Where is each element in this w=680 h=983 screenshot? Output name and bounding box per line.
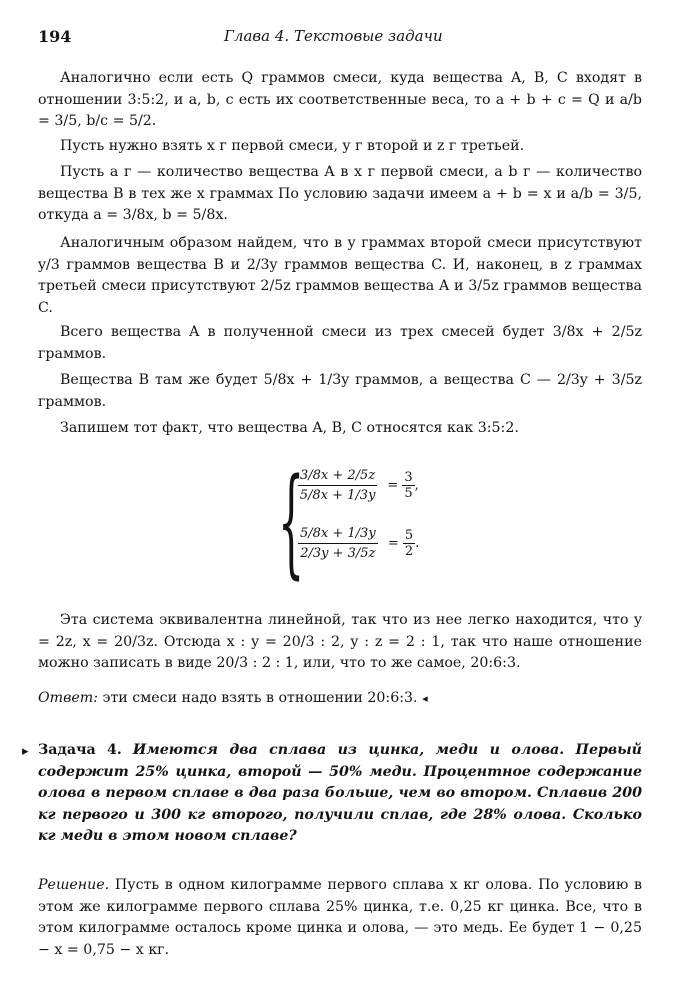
equation-2-numerator: 5/8x + 1/3y — [298, 526, 378, 544]
equation-1: $\frac{3/8x + 2/5z}{5/8x + 1/3y}$ = $\frac{3}{5}$ , — [299, 468, 419, 503]
solution — [38, 875, 642, 961]
equation-1-rhs-denominator: 5 — [404, 486, 413, 501]
paragraph-7: Запишем тот факт, что вещества A, B, C относятся как 3:5:2. — [60, 420, 519, 436]
equation-2-rhs — [403, 528, 415, 559]
page-header — [38, 27, 642, 49]
task-4 — [38, 740, 642, 848]
paragraph-3: Пусть a г — количество вещества A в x г первой смеси, а b г — количество вещества B в тех же x граммах По условию задачи имеем a + b = x и a/b = 3/5, откуда a = 3/8x, b = 5/8x. — [38, 164, 642, 223]
running-head: Глава 4. Текстовые задачи — [224, 27, 443, 45]
equation-1-fraction — [298, 468, 377, 503]
equation-1-rhs-numerator: 3 — [404, 470, 413, 485]
equation-system — [278, 452, 428, 590]
solution-label: Решение. — [38, 877, 110, 893]
equation-2-rhs-numerator: 5 — [404, 528, 414, 543]
answer-text: эти смеси надо взять в отношении 20:6:3. — [102, 690, 418, 706]
equation-2-fraction — [298, 526, 378, 561]
task-marker-icon: ▸ — [22, 744, 29, 759]
task-text: Имеются два сплава из цинка, меди и олова. Первый содержит 25% цинка, второй — 50% меди. Процентное содержание олова в первом сплаве в два раза больше, чем во втором. Сплавив 200 кг первого и 300 кг второго, получили сплав, где 28% олова. Сколько кг меди в этом новом сплаве? — [38, 742, 642, 844]
paragraph-8: Эта система эквивалентна линейной, так что из нее легко находится, что y = 2z, x = 20/3z. Отсюда x : y = 20/3 : 2, y : z = 2 : 1, так что наше отношение можно записать в виде 20/3 : 2 : 1, или, что то же самое, 20:6:3. — [38, 612, 642, 671]
solution-text: Пусть в одном килограмме первого сплава x кг олова. По условию в этом же килограмме первого сплава 25% цинка, т.е. 0,25 кг цинка. Все, что в этом килограмме осталось кроме цинка и олова, — это медь. Ее будет 1 − 0,25 − x = 0,75 − x кг. — [38, 877, 642, 958]
paragraph-1: Аналогично если есть Q граммов смеси, куда вещества A, B, C входят в отношении 3:5:2, и a, b, c есть их соответственные веса, то a + b + c = Q и a/b = 3/5, b/c = 5/2. — [38, 70, 642, 129]
paragraph-4: Аналогичным образом найдем, что в y граммах второй смеси присутствуют y/3 граммов вещества B и 2/3y граммов вещества C. И, наконец, в z граммах третьей смеси присутствуют 2/5z граммов вещества A и 3/5z граммов вещества C. — [38, 235, 642, 316]
paragraph-5: Всего вещества A в полученной смеси из трех смесей будет 3/8x + 2/5z граммов. — [38, 324, 642, 362]
left-brace: { — [278, 452, 305, 590]
end-of-proof-icon: ◂ — [422, 692, 428, 705]
page-number: 194 — [38, 27, 72, 46]
equation-2-rhs-denominator: 2 — [404, 544, 414, 559]
task-label: Задача 4. — [38, 742, 122, 758]
equals-sign: = — [387, 536, 399, 551]
equation-2: $\frac{5/8x + 1/3y}{2/3y + 3/5z}$ = $\frac{5}{2}$ . — [300, 526, 420, 561]
answer-label: Ответ: — [38, 690, 98, 706]
equation-1-denominator: 5/8x + 1/3y — [299, 488, 376, 503]
equation-1-numerator: 3/8x + 2/5z — [298, 468, 377, 486]
answer-line — [38, 688, 642, 710]
equation-2-denominator: 2/3y + 3/5z — [300, 546, 376, 561]
paragraph-2: Пусть нужно взять x г первой смеси, y г второй и z г третьей. — [60, 138, 525, 154]
equals-sign: = — [387, 478, 399, 493]
paragraph-6: Вещества B там же будет 5/8x + 1/3y граммов, а вещества C — 2/3y + 3/5z граммов. — [38, 372, 642, 410]
equation-1-rhs — [402, 470, 414, 501]
